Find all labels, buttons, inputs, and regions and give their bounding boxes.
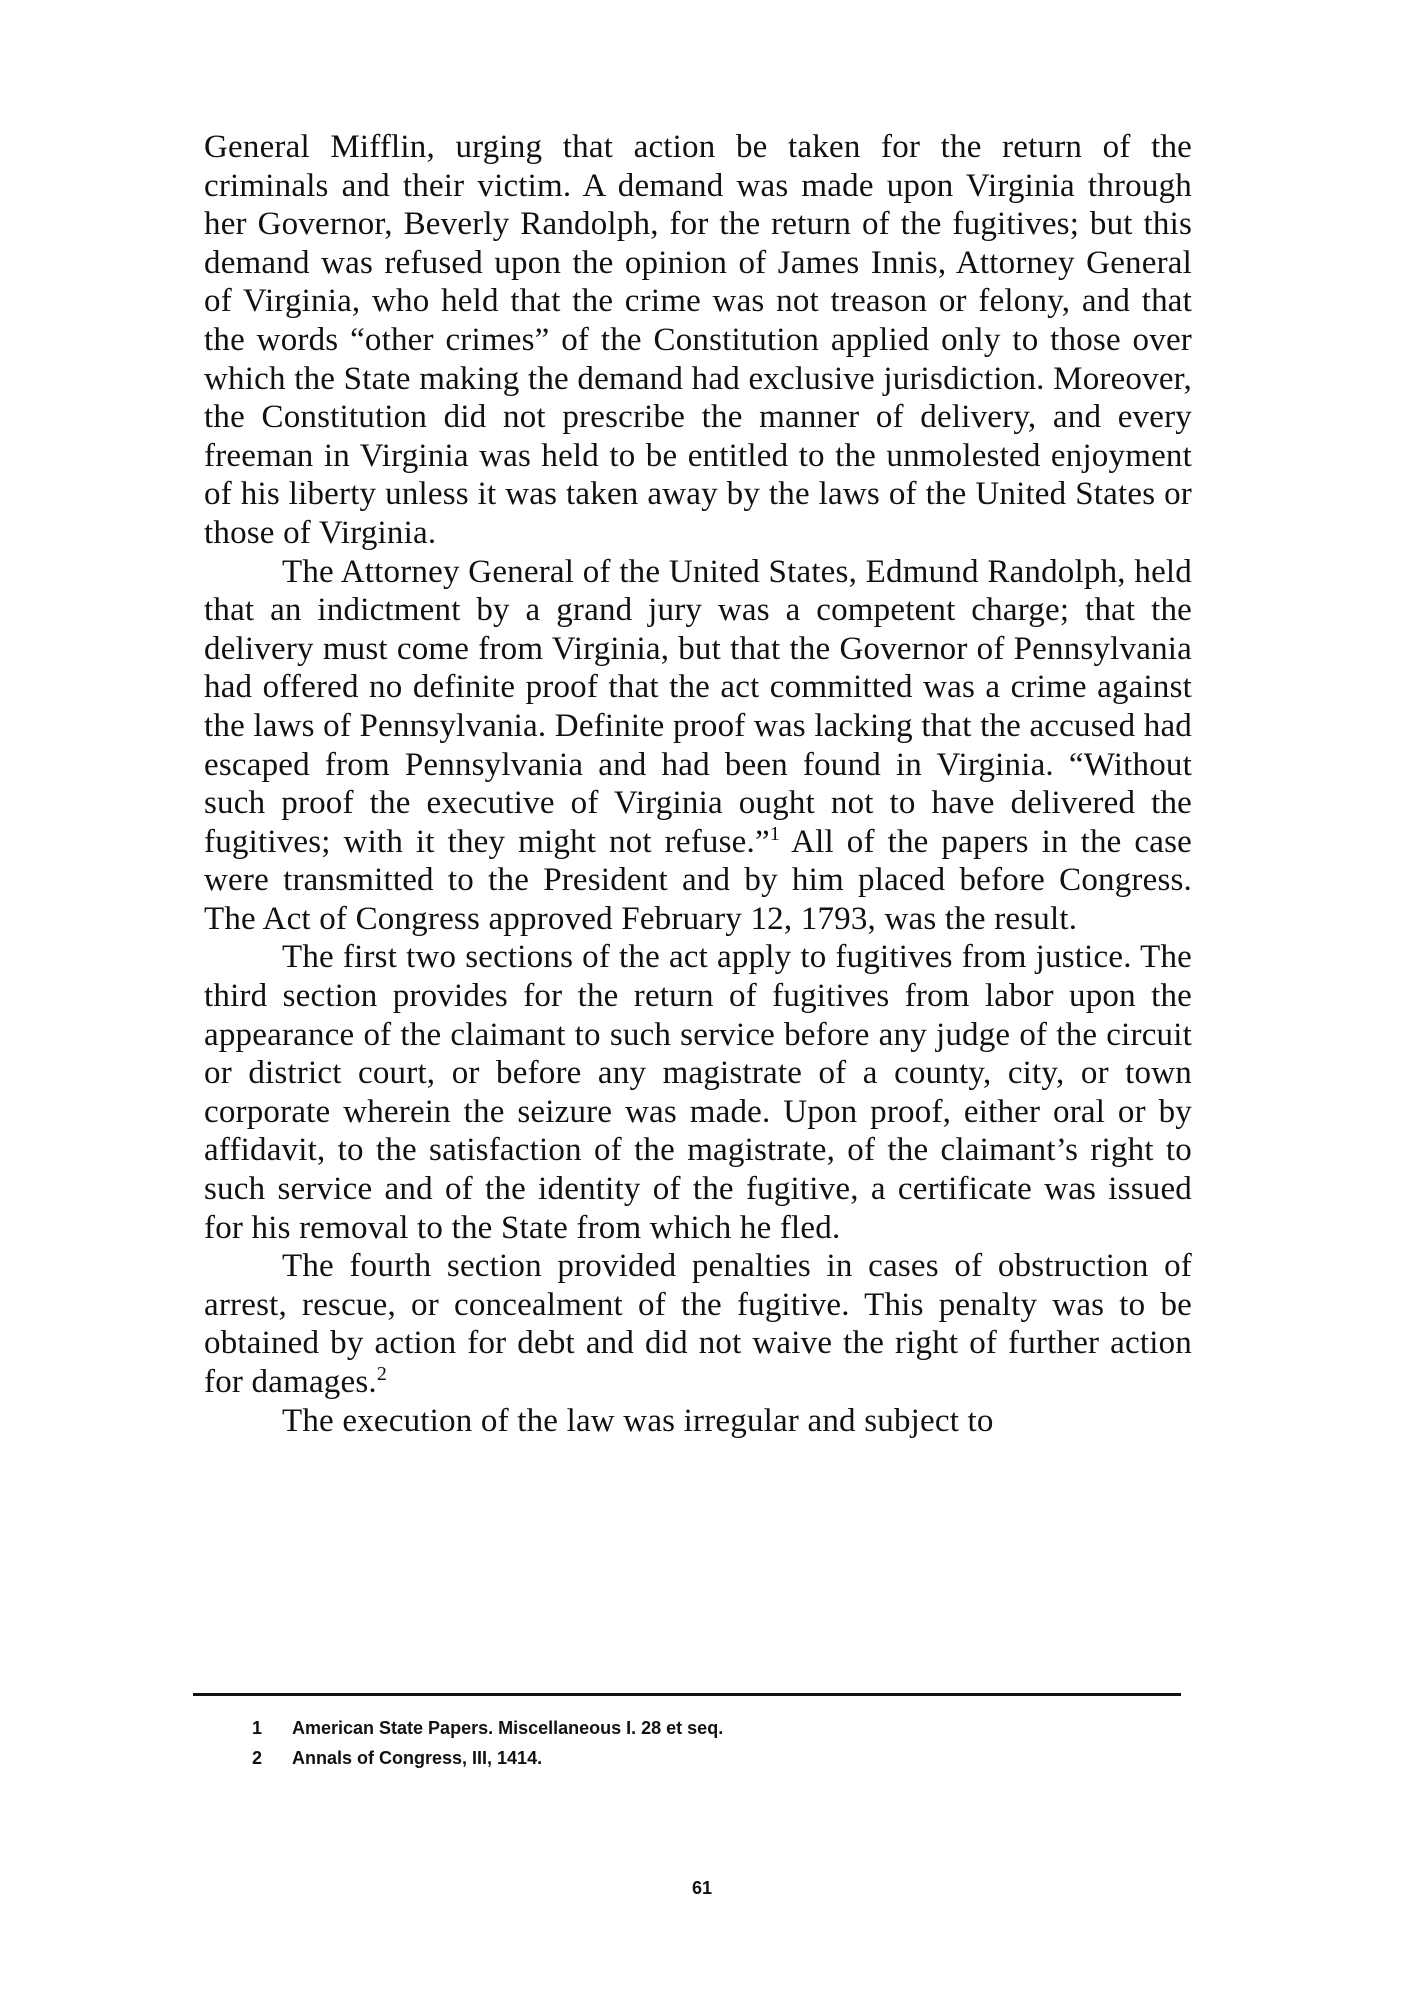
footnote-ref-1: 1: [769, 822, 781, 845]
paragraph-3-text: The first two sections of the act apply to fugitives from justice. The third section provides for the return of fugitives from labor upon the appearance of the claimant to such service before any judge of the circuit or district court, or before any magistrate of a county, city, or town corporate wherein the seizure was made. Upon proof, either oral or by affidavit, to the satisfaction of the magistrate, of the claimant’s right to such service and of the identity of the fugitive, a certificate was issued for his removal to the State from which he fled.: [204, 939, 1192, 1246]
footnote-1-number: 1: [252, 1718, 263, 1738]
footnote-1: [252, 1713, 1152, 1743]
footnote-2: [252, 1743, 1152, 1773]
footnotes: [252, 1713, 1152, 1773]
paragraph-1: [204, 128, 1192, 553]
body-text: [204, 128, 1192, 1440]
page-number: 61: [691, 1878, 713, 1898]
paragraph-5: [204, 1402, 1192, 1441]
paragraph-3: [204, 938, 1192, 1247]
footnote-divider: [193, 1693, 1181, 1696]
paragraph-4-text: The fourth section provided penalties in cases of obstruction of arrest, rescue, or concealment of the fugitive. This penalty was to be obtained by action for debt and did not waive the right of further action for damages.: [204, 1248, 1192, 1400]
footnote-ref-2: 2: [376, 1363, 388, 1385]
paragraph-2-text-after: All of the papers in the case were transmitted to the President and by him placed before Congress. The Act of Congress approved February 12, 1793, was the result.: [204, 823, 1193, 937]
footnote-2-number: 2: [252, 1748, 263, 1768]
paragraph-2-text: The Attorney General of the United States, Edmund Randolph, held that an indictment by a grand jury was a competent charge; that the delivery must come from Virginia, but that the Governor of Pennsylvania had offered no definite proof that the act committed was a crime against the laws of Pennsylvania. Definite proof was lacking that the accused had escaped from Pennsylvania and had been found in Virginia. “Without such proof the executive of Virginia ought not to have delivered the fugitives; with it they might not refuse.”: [204, 553, 1192, 860]
paragraph-5-text: The execution of the law was irregular and subject to: [282, 1402, 994, 1439]
footnote-1-text: American State Papers. Miscellaneous I. 28 et seq.: [292, 1718, 724, 1738]
paragraph-1-text: General Mifflin, urging that action be taken for the return of the criminals and their victim. A demand was made upon Virginia through her Governor, Beverly Randolph, for the return of the fugitives; but this demand was refused upon the opinion of James Innis, Attorney General of Virginia, who held that the crime was not treason or felony, and that the words “other crimes” of the Constitution applied only to those over which the State making the demand had exclusive jurisdiction. Moreover, the Constitution did not prescribe the manner of delivery, and every freeman in Virginia was held to be entitled to the unmolested enjoyment of his liberty unless it was taken away by the laws of the United States or those of Virginia.: [204, 129, 1192, 551]
paragraph-2: [204, 553, 1192, 939]
footnote-2-text: Annals of Congress, III, 1414.: [292, 1748, 543, 1768]
paragraph-4: [204, 1247, 1192, 1401]
